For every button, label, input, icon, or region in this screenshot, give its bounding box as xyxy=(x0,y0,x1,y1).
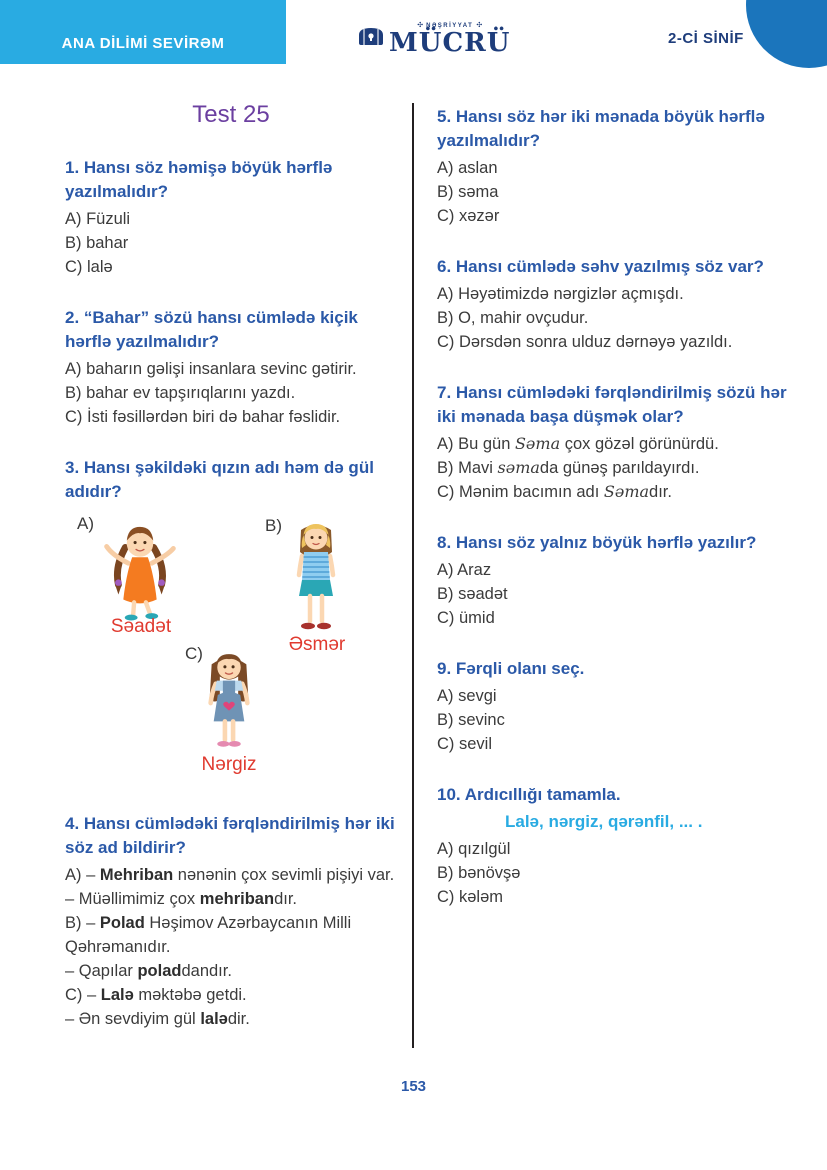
question-7-option-c xyxy=(437,480,793,504)
question-2 xyxy=(65,306,397,429)
question-8-option-b: B) səadət xyxy=(437,585,508,603)
question-4-option-b-line1 xyxy=(65,911,397,959)
question-7-option-a xyxy=(437,432,793,456)
question-3 xyxy=(65,456,397,782)
text-segment: dandır. xyxy=(181,962,232,980)
flourish-icon: ✣ xyxy=(476,22,483,29)
logo-wordmark: MÜCRÜ xyxy=(389,28,511,58)
logo-text xyxy=(389,22,510,56)
logo-subtitle-label: NƏŞRİYYAT xyxy=(426,22,474,29)
question-6-heading: 6. Hansı cümlədə səhv yazılmış söz var? xyxy=(437,257,764,276)
grade-label: 2-Cİ SİNİF xyxy=(668,30,744,47)
question-10 xyxy=(437,783,793,909)
question-1-option-a: A) Füzuli xyxy=(65,210,131,228)
question-7 xyxy=(437,381,793,504)
text-segment: dır. xyxy=(274,890,297,908)
question-5-option-a: A) aslan xyxy=(437,159,498,177)
highlighted-word: Polad xyxy=(99,914,145,932)
question-4-option-a-line2 xyxy=(65,887,397,911)
text-segment: da günəş parıldayırdı. xyxy=(539,459,700,477)
girl-b-name: Əsmər xyxy=(288,634,346,655)
figure-a-label: A) xyxy=(77,514,94,533)
text-segment: – Qapılar xyxy=(65,962,138,980)
highlighted-word: lalə xyxy=(200,1010,228,1028)
text-segment: Həşimov Azərbaycanın Milli Qəhrəmanıdır. xyxy=(65,914,352,956)
text-segment: C) Mənim bacımın adı xyxy=(437,483,604,501)
page-number: 153 xyxy=(400,1078,427,1095)
question-6-option-a: A) Həyətimizdə nərgizlər açmışdı. xyxy=(437,285,684,303)
text-segment: C) – xyxy=(65,986,101,1004)
publisher-logo xyxy=(358,22,511,58)
right-column xyxy=(437,95,793,909)
question-1-option-b: B) bahar xyxy=(65,234,129,252)
highlighted-word: mehriban xyxy=(199,890,275,908)
question-8-option-a: A) Araz xyxy=(437,561,492,579)
banner-label: ANA DİLİMİ SEVİRƏM xyxy=(61,35,225,52)
question-9 xyxy=(437,657,793,756)
question-10-heading: 10. Ardıcıllığı tamamla. xyxy=(437,785,621,804)
girl-c-name: Nərgiz xyxy=(201,754,257,775)
girl-a-name: Səadət xyxy=(110,616,172,637)
header-banner xyxy=(0,0,286,64)
question-5-option-c: C) xəzər xyxy=(437,207,500,225)
text-segment: – Ən sevdiyim gül xyxy=(65,1010,201,1028)
question-9-option-a: A) sevgi xyxy=(437,687,497,705)
page-title: Test 25 xyxy=(192,101,270,128)
text-segment: A) – xyxy=(65,866,100,884)
column-divider xyxy=(412,103,414,1048)
question-1-option-c: C) lalə xyxy=(65,258,113,276)
question-10-option-a: A) qızılgül xyxy=(437,840,511,858)
text-segment: dır. xyxy=(649,483,672,501)
question-1 xyxy=(65,156,397,279)
question-5 xyxy=(437,105,793,228)
question-10-option-b: B) bənövşə xyxy=(437,864,521,882)
text-segment: A) Bu gün xyxy=(437,435,515,453)
question-7-heading: 7. Hansı cümlədəki fərqləndirilmiş sözü hər iki mənada başa düşmək olar? xyxy=(437,383,787,426)
question-4 xyxy=(65,812,397,1031)
question-2-option-c: C) İsti fəsillərdən biri də bahar fəslidir. xyxy=(65,408,341,426)
highlighted-word: səma xyxy=(497,458,540,477)
question-4-option-c-line2 xyxy=(65,1007,397,1031)
highlighted-word: Səma xyxy=(603,482,650,501)
question-10-option-c: C) kələm xyxy=(437,888,504,906)
text-segment: çox gözəl görünürdü. xyxy=(560,435,719,453)
question-2-option-a: A) baharın gəlişi insanlara sevinc gətirir. xyxy=(65,360,357,378)
question-9-option-b: B) sevinc xyxy=(437,711,505,729)
girl-c-illustration xyxy=(198,650,260,757)
text-segment: B) Mavi xyxy=(437,459,498,477)
question-4-option-c-line1 xyxy=(65,983,397,1007)
question-9-heading: 9. Fərqli olanı seç. xyxy=(437,659,585,678)
question-8-heading: 8. Hansı söz yalnız böyük hərflə yazılır? xyxy=(437,533,757,552)
girl-a-illustration xyxy=(93,520,187,627)
question-6-option-b: B) O, mahir ovçudur. xyxy=(437,309,589,327)
highlighted-word: Lalə xyxy=(100,986,134,1004)
question-2-option-b: B) bahar ev tapşırıqlarını yazdı. xyxy=(65,384,296,402)
text-segment: B) – xyxy=(65,914,100,932)
flourish-icon: ✣ xyxy=(417,22,424,29)
question-8-option-c: C) ümid xyxy=(437,609,495,627)
text-segment: dir. xyxy=(227,1010,250,1028)
question-8 xyxy=(437,531,793,630)
left-column xyxy=(65,95,397,1031)
question-6 xyxy=(437,255,793,354)
highlighted-word: Səma xyxy=(514,434,561,453)
highlighted-word: Mehriban xyxy=(99,866,174,884)
text-segment: nənənin çox sevimli pişiyi var. xyxy=(173,866,395,884)
question-10-sequence: Lalə, nərgiz, qərənfil, ... . xyxy=(505,812,703,831)
question-4-option-a-line1 xyxy=(65,863,397,887)
question-7-option-b xyxy=(437,456,793,480)
girl-b-illustration xyxy=(285,518,347,641)
question-2-heading: 2. “Bahar” sözü hansı cümlədə kiçik hərflə yazılmalıdır? xyxy=(65,308,358,351)
question-4-option-b-line2 xyxy=(65,959,397,983)
chest-icon xyxy=(358,26,384,52)
question-4-heading: 4. Hansı cümlədəki fərqləndirilmiş hər iki söz ad bildirir? xyxy=(65,814,395,857)
corner-circle-decoration xyxy=(746,0,827,68)
question-6-option-c: C) Dərsdən sonra ulduz dərnəyə yazıldı. xyxy=(437,333,733,351)
figure-b-label: B) xyxy=(265,516,282,535)
text-segment: məktəbə getdi. xyxy=(133,986,247,1004)
text-segment: – Müəllimimiz çox xyxy=(65,890,200,908)
highlighted-word: polad xyxy=(137,962,182,980)
question-3-figure-area xyxy=(65,510,397,782)
question-5-option-b: B) səma xyxy=(437,183,499,201)
figure-c-label: C) xyxy=(185,644,203,663)
question-1-heading: 1. Hansı söz həmişə böyük hərflə yazılmalıdır? xyxy=(65,158,333,201)
question-9-option-c: C) sevil xyxy=(437,735,493,753)
question-5-heading: 5. Hansı söz hər iki mənada böyük hərflə yazılmalıdır? xyxy=(437,107,765,150)
question-3-heading: 3. Hansı şəkildəki qızın adı həm də gül adıdır? xyxy=(65,458,374,501)
